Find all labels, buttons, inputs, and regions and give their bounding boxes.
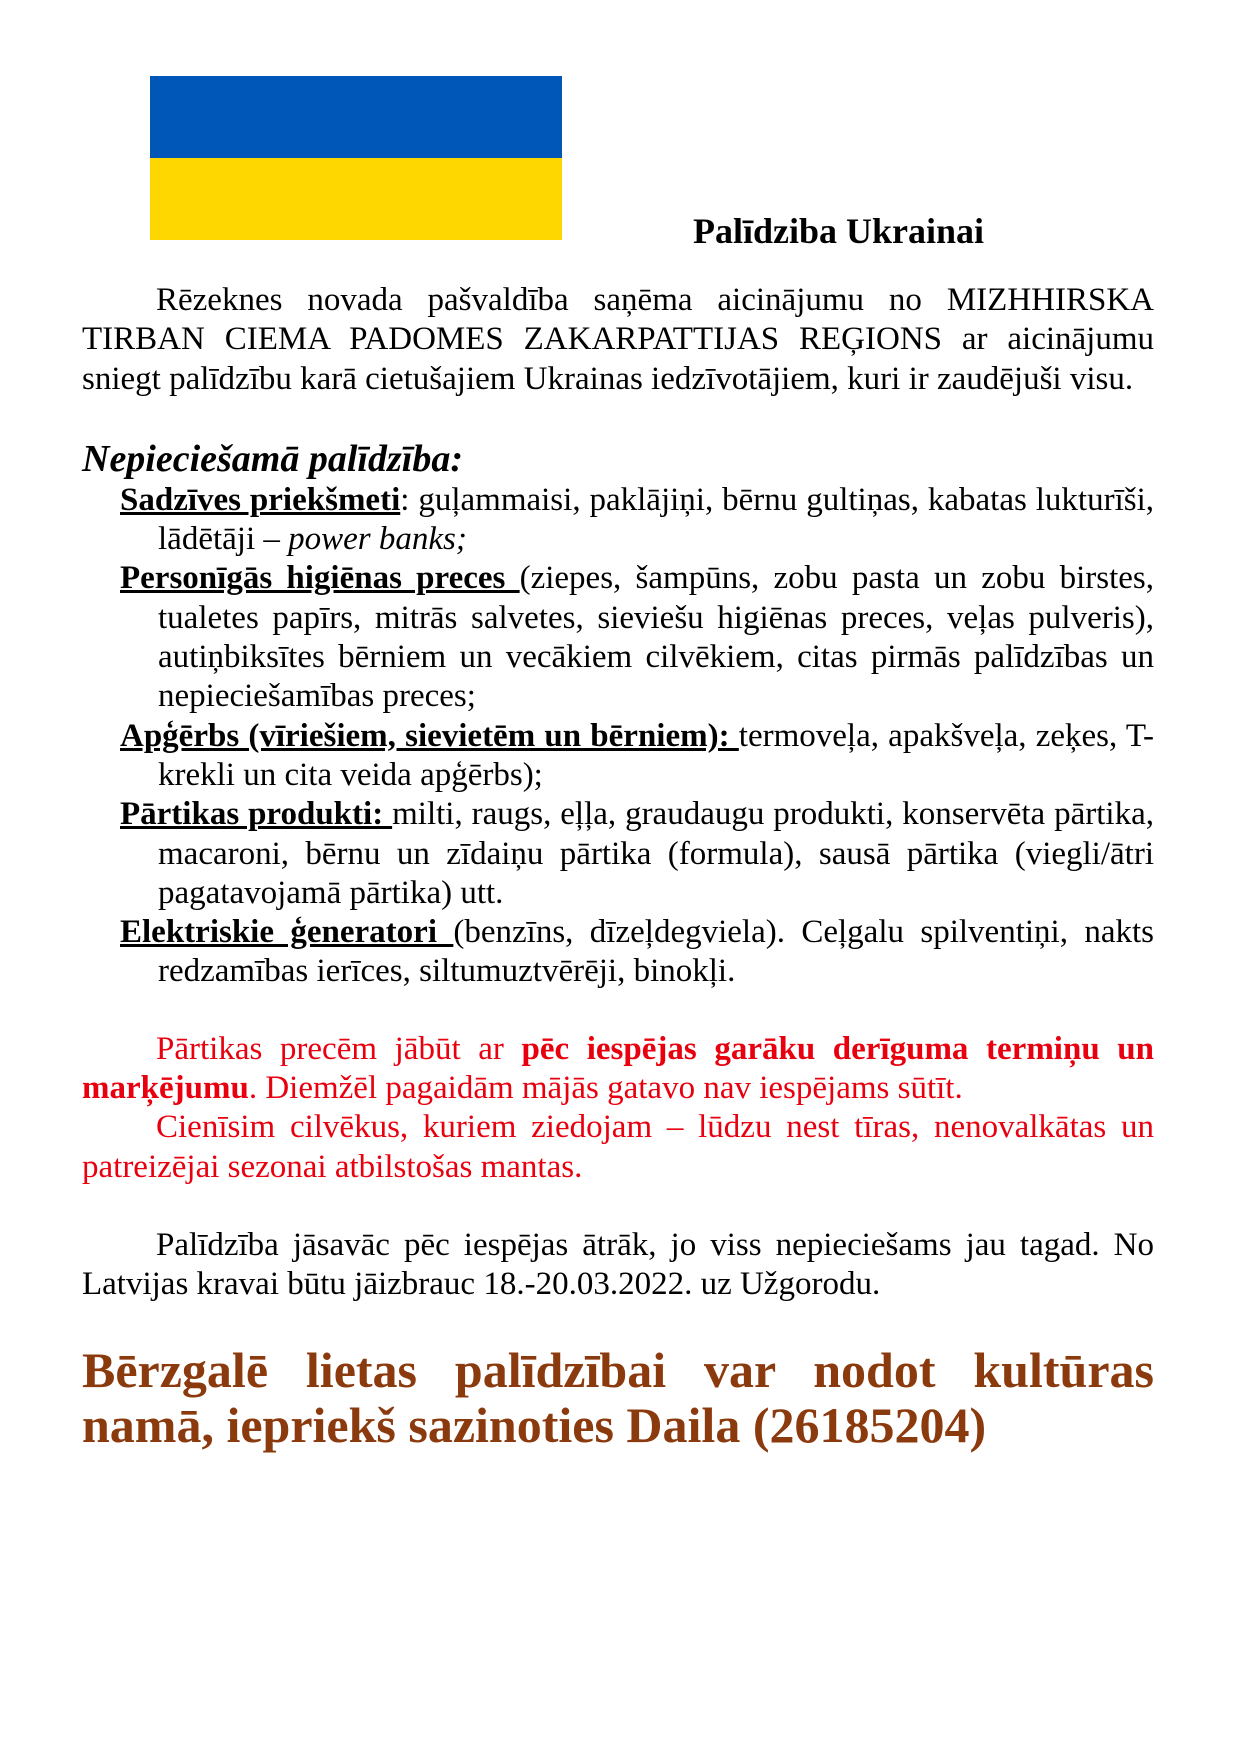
flag-blue-stripe: [150, 76, 562, 158]
notice-bold: pēc iespējas garāku derīguma termiņu un marķējumu: [82, 1030, 1154, 1107]
page-title: Palīdziba Ukrainai: [693, 211, 985, 251]
needs-heading: Nepieciešamā palīdzība:: [82, 437, 463, 480]
item-label: Apģērbs (vīriešiem, sievietēm un bērniem):: [120, 717, 739, 754]
footer-notice: Bērzgalē lietas palīdzībai var nodot kultūras namā, iepriekš sazinoties Daila (26185204): [82, 1341, 1154, 1453]
item-text: : guļammaisi, paklājiņi, bērnu gultiņas, kabatas lukturīši, lādētāji –: [158, 481, 1154, 558]
notice-text: Pārtikas precēm jābūt ar: [156, 1030, 522, 1067]
list-item: [120, 559, 1154, 716]
list-item: [120, 913, 1154, 992]
collection-paragraph: Palīdzība jāsavāc pēc iespējas ātrāk, jo viss nepieciešams jau tagad. No Latvijas kravai būtu jāizbrauc 18.-20.03.2022. uz Užgorodu.: [82, 1226, 1154, 1303]
item-label: Personīgās higiēnas preces: [120, 560, 520, 597]
item-italic: power banks;: [288, 521, 467, 558]
notice-line-1: [82, 1030, 1154, 1109]
item-text: termoveļa, apakšveļa, zeķes, T-krekli un cita veida apģērbs);: [158, 717, 1154, 793]
item-label: Sadzīves priekšmeti: [120, 481, 401, 518]
flag-yellow-stripe: [150, 158, 562, 240]
list-item: [120, 795, 1154, 913]
list-item: [120, 717, 1154, 796]
notice-line-2: Cienīsim cilvēkus, kuriem ziedojam – lūdzu nest tīras, nenovalkātas un patreizējai sezonai atbilstošas mantas.: [82, 1109, 1154, 1185]
notice-block: [82, 1030, 1154, 1187]
item-text: (ziepes, šampūns, zobu pasta un zobu birstes, tualetes papīrs, mitrās salvetes, sieviešu higiēnas preces, veļas pulveris), autiņbiksītes bērniem un vecākiem cilvēkiem, citas pirmās palīdzības un nepieciešamības preces;: [158, 560, 1154, 715]
notice-text-2: . Diemžēl pagaidām mājās gatavo nav iespējams sūtīt.: [248, 1070, 963, 1107]
intro-paragraph: Rēzeknes novada pašvaldība saņēma aicinājumu no MIZHHIRSKA TIRBAN CIEMA PADOMES ZAKARPATTIJAS REĢIONS ar aicinājumu sniegt palīdzību karā cietušajiem Ukrainas iedzīvotājiem, kuri ir zaudējuši visu.: [82, 282, 1154, 397]
item-text: (benzīns, dīzeļdegviela). Ceļgalu spilventiņi, nakts redzamības ierīces, siltumuztvērēji, binokļi.: [158, 914, 1154, 990]
ukraine-flag: [150, 76, 562, 240]
needs-list: [120, 481, 1154, 992]
item-label: Elektriskie ģeneratori: [120, 914, 454, 951]
list-item: [120, 481, 1154, 560]
item-label: Pārtikas produkti:: [120, 796, 393, 833]
item-text: milti, raugs, eļļa, graudaugu produkti, konservēta pārtika, macaroni, bērnu un zīdaiņu pārtika (formula), sausā pārtika (viegli/ātri pagatavojamā pārtika) utt.: [158, 796, 1154, 911]
document-body: [82, 281, 1154, 1453]
